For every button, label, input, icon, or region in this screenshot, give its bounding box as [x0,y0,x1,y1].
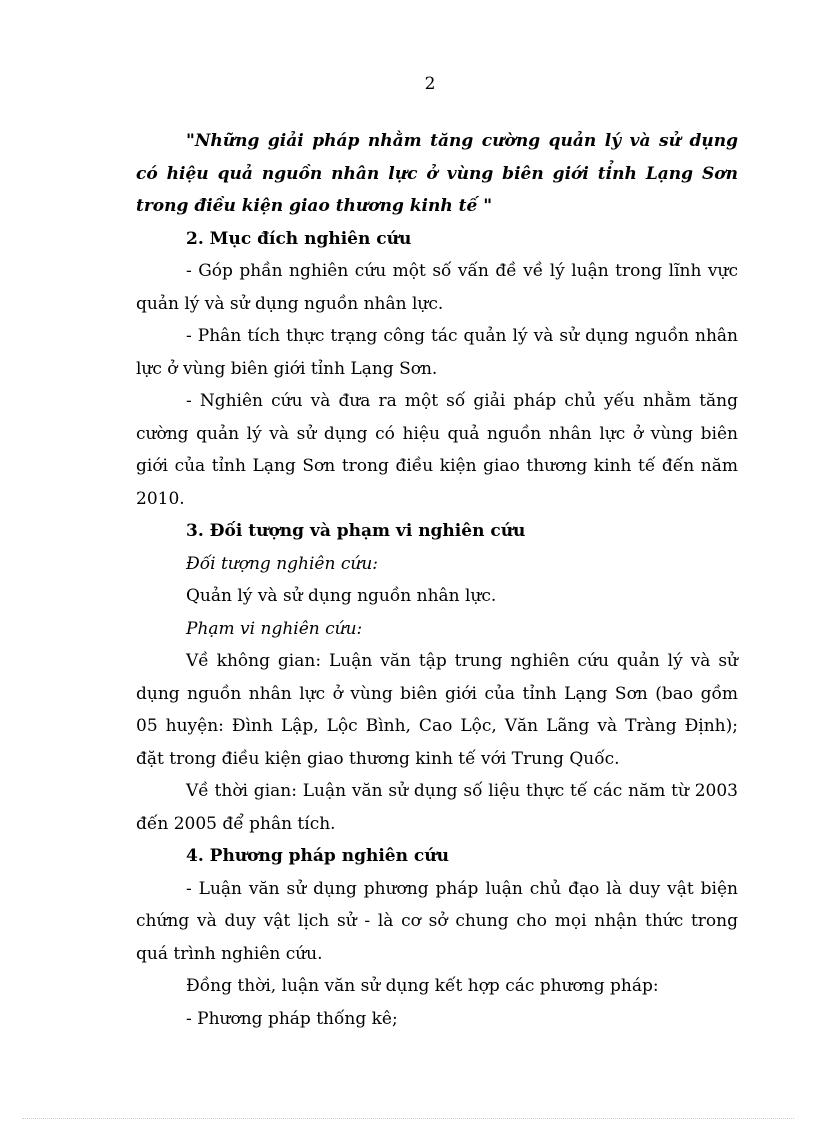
scope-label: Phạm vi nghiên cứu: [186,618,363,639]
object-label: Đối tượng nghiên cứu: [186,553,378,574]
methods-paragraph: Đồng thời, luận văn sử dụng kết hợp các phương pháp: [186,976,659,996]
section-heading-scope: 3. Đối tượng và phạm vi nghiên cứu [186,521,526,541]
purpose-item: - Phân tích thực trạng công tác quản lý và sử dụng nguồn nhân lực ở vùng biên giới tỉnh Lạng Sơn. [136,326,738,379]
purpose-item: - Nghiên cứu và đưa ra một số giải pháp chủ yếu nhằm tăng cường quản lý và sử dụng có hiệu quả nguồn nhân lực ở vùng biên giới của tỉnh Lạng Sơn trong điều kiện giao thương kinh tế đến năm 2010. [136,391,738,509]
methods-paragraph: - Luận văn sử dụng phương pháp luận chủ đạo là duy vật biện chứng và duy vật lịch sử - là cơ sở chung cho mọi nhận thức trong quá trình nghiên cứu. [136,878,738,964]
thesis-title-quote: "Những giải pháp nhằm tăng cường quản lý và sử dụng có hiệu quả nguồn nhân lực ở vùng biên giới tỉnh Lạng Sơn trong điều kiện giao thương kinh tế " [136,131,738,216]
section-heading-purpose: 2. Mục đích nghiên cứu [186,228,412,249]
page-number: 2 [424,74,436,94]
document-body [136,125,738,1035]
scope-time-text: Về thời gian: Luận văn sử dụng số liệu thực tế các năm từ 2003 đến 2005 để phân tích. [136,781,738,834]
section-heading-methods: 4. Phương pháp nghiên cứu [186,846,449,866]
scope-space-text: Về không gian: Luận văn tập trung nghiên cứu quản lý và sử dụng nguồn nhân lực ở vùng biên giới của tỉnh Lạng Sơn (bao gồm 05 huyện: Đình Lập, Lộc Bình, Cao Lộc, Văn Lãng và Tràng Định); đặt trong điều kiện giao thương kinh tế với Trung Quốc. [136,651,738,769]
methods-paragraph: - Phương pháp thống kê; [186,1008,398,1029]
object-text: Quản lý và sử dụng nguồn nhân lực. [186,586,497,606]
purpose-item: - Góp phần nghiên cứu một số vấn đề về lý luận trong lĩnh vực quản lý và sử dụng nguồn nhân lực. [136,261,738,314]
page-bottom-divider [22,1118,794,1119]
